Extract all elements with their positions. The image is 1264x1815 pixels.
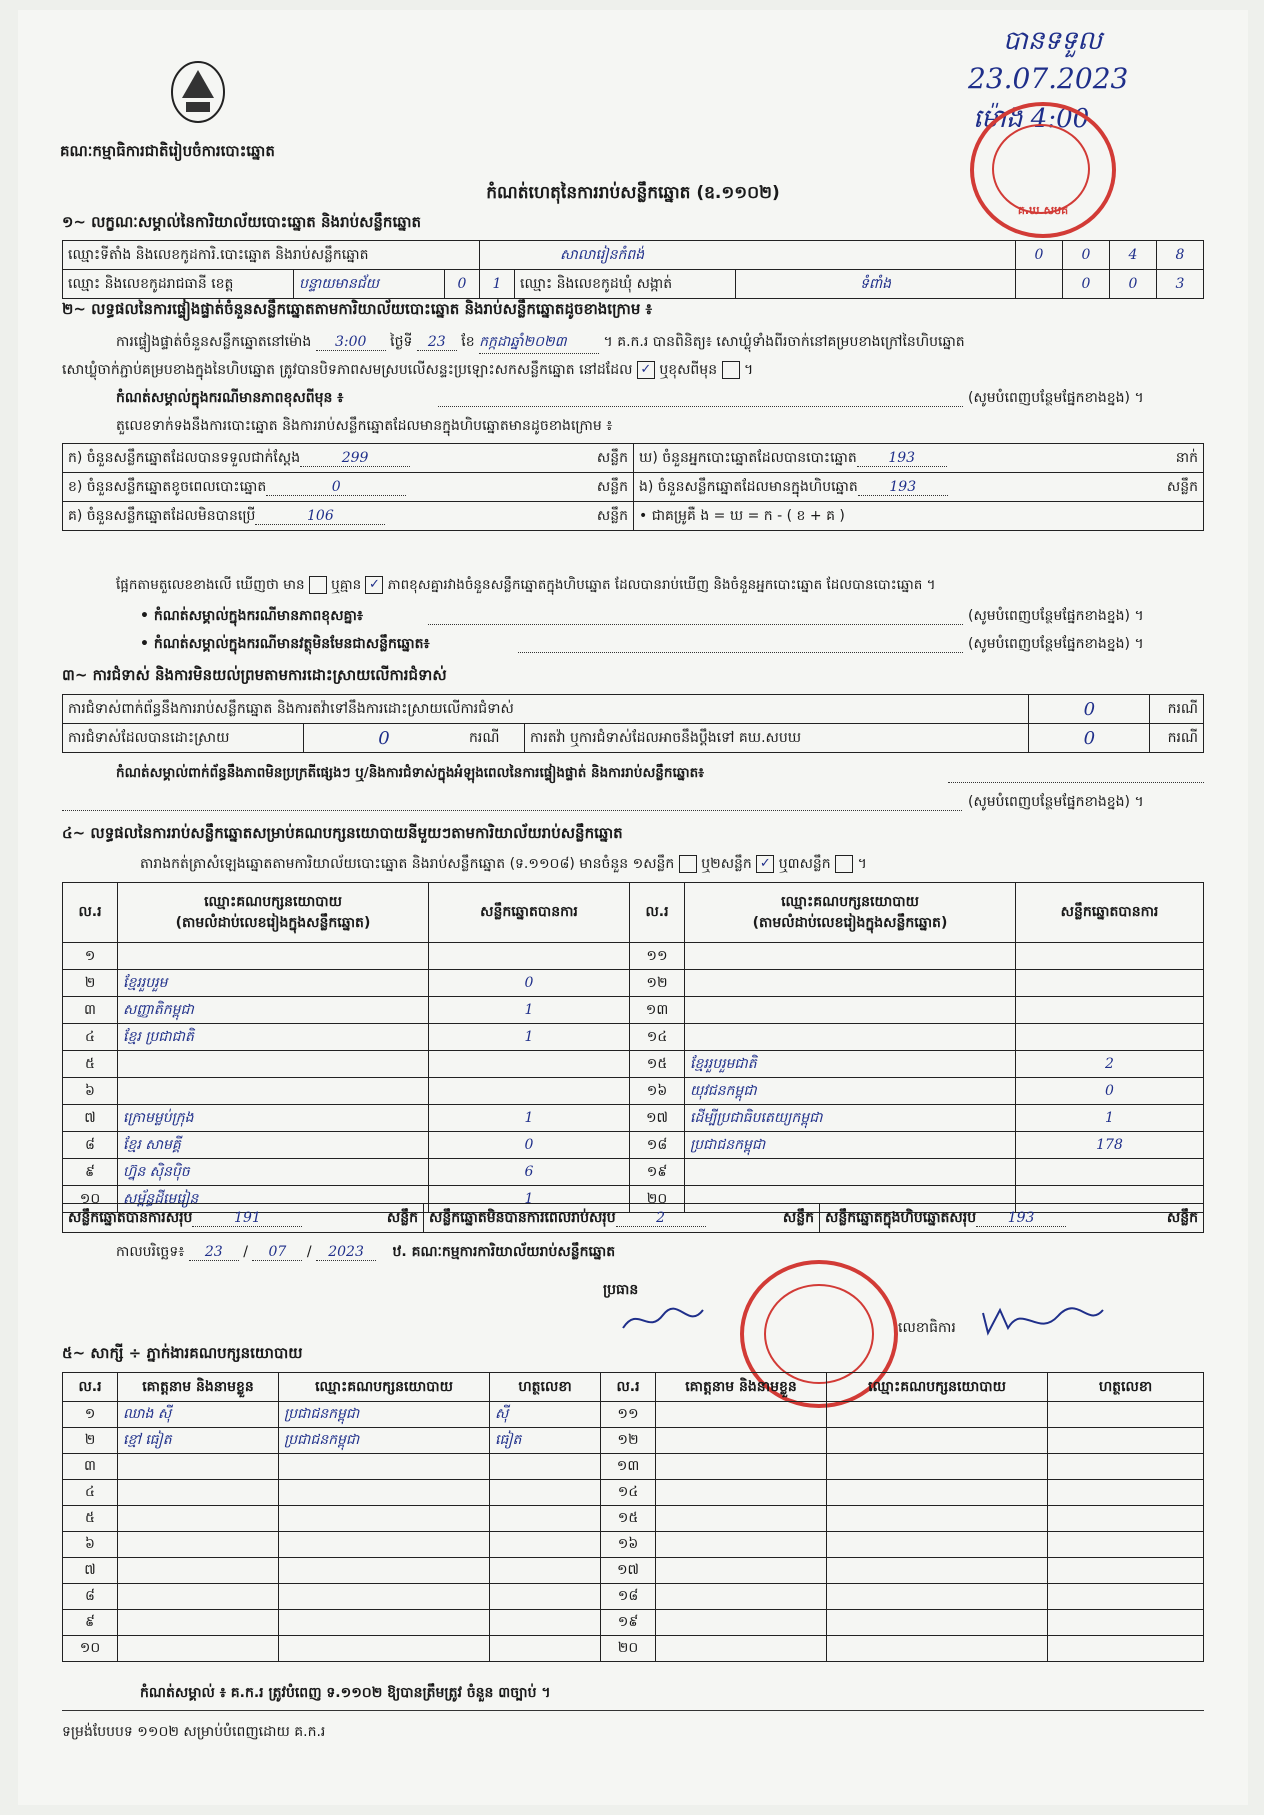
witness-signature bbox=[490, 1584, 601, 1610]
irregularity-hint: (សូមបំពេញបន្ថែមផ្នែកខាងខ្នង) ។ bbox=[968, 794, 1144, 810]
appeal-value: 0 bbox=[1029, 724, 1150, 753]
party-name bbox=[685, 1159, 1016, 1186]
party-votes bbox=[429, 1078, 630, 1105]
row-number: ៣ bbox=[63, 1454, 118, 1480]
total-valid: សន្លឹកឆ្នោតបានការសរុប 191 សន្លឹក bbox=[63, 1204, 424, 1233]
witness-signature bbox=[490, 1454, 601, 1480]
date-day: 23 bbox=[189, 1244, 239, 1261]
witness-name bbox=[118, 1558, 279, 1584]
irregularity-line-1 bbox=[948, 782, 1204, 783]
nec-emblem-icon bbox=[168, 58, 228, 128]
witness-name: ឈាង ស៊ី bbox=[118, 1402, 279, 1428]
resolved-value: 0 bbox=[304, 724, 465, 753]
row-number: ៧ bbox=[63, 1105, 118, 1132]
province-value: បន្ទាយមានជ័យ bbox=[294, 270, 445, 299]
row-number: ៥ bbox=[63, 1051, 118, 1078]
province-code-2: 1 bbox=[480, 270, 515, 299]
objections-value: 0 bbox=[1029, 695, 1150, 724]
witness-row bbox=[63, 1454, 1204, 1480]
section2-heading: ២~ លទ្ធផលនៃការផ្ទៀងផ្ទាត់ចំនួនសន្លឹកឆ្នោតតាមការិយាល័យបោះឆ្នោត និងរាប់សន្លឹកឆ្នោតដូចខាងក្រោម ៖ bbox=[62, 300, 653, 318]
committee-title: ឋ. គណៈកម្មការការិយាល័យរាប់សន្លឹកឆ្នោត bbox=[392, 1244, 616, 1260]
party-name: ខ្មែរ សាមគ្គី bbox=[118, 1132, 429, 1159]
party-votes bbox=[1016, 970, 1204, 997]
party-results-table bbox=[62, 882, 1204, 1213]
witness-name bbox=[118, 1610, 279, 1636]
party-votes: 0 bbox=[429, 1132, 630, 1159]
row-number: ១៧ bbox=[630, 1105, 685, 1132]
stamp-caption: គ.ឃ.សបគ bbox=[1017, 204, 1069, 217]
verify-line-1-tail: ។ គ.ក.រ បានពិនិត្យ៖ សោឃ្លុំទាំងពីរចាក់នៅគម្របខាងក្រៅនៃហិបឆ្នោត bbox=[603, 334, 965, 350]
verify-line-2-end: ។ bbox=[743, 362, 754, 378]
row-number: ៤ bbox=[63, 1024, 118, 1051]
secretary-label: លេខាធិការ bbox=[898, 1320, 956, 1336]
w-col-party-right: ឈ្មោះគណបក្សនយោបាយ bbox=[827, 1373, 1048, 1402]
row-number: ៥ bbox=[63, 1506, 118, 1532]
result-row bbox=[63, 1024, 1204, 1051]
row-b-label: ខ) ចំនួនសន្លឹកឆ្នោតខូចពេលបោះឆ្នោត 0 សន្លឹក bbox=[63, 473, 634, 502]
same-checkbox[interactable]: ✓ bbox=[637, 361, 655, 379]
date-label: កាលបរិច្ឆេទ៖ bbox=[116, 1244, 185, 1260]
witness-signature bbox=[1048, 1506, 1204, 1532]
witness-signature bbox=[1048, 1558, 1204, 1584]
w-col-name-right: គោត្តនាម និងនាមខ្លួន bbox=[656, 1373, 827, 1402]
date-year: 2023 bbox=[316, 1244, 376, 1261]
row-number: ១ bbox=[63, 1402, 118, 1428]
witness-party bbox=[279, 1636, 490, 1662]
witness-name bbox=[118, 1480, 279, 1506]
received-time: ម៉ោង 4:00 bbox=[973, 104, 1090, 134]
row-number: ១៦ bbox=[630, 1078, 685, 1105]
row-number: ៦ bbox=[63, 1532, 118, 1558]
verify-time-label: ការផ្ទៀងផ្ទាត់ចំនួនសន្លឹកឆ្នោតនៅម៉ោង bbox=[116, 334, 312, 350]
objections-label: ការជំទាស់ពាក់ព័ន្ធនឹងការរាប់សន្លឹកឆ្នោត និងការតវ៉ាទៅនឹងការដោះស្រាយលើការជំទាស់ bbox=[63, 695, 1029, 724]
row-c-label: គ) ចំនួនសន្លឹកឆ្នោតដែលមិនបានប្រើ 106 សន្លឹក bbox=[63, 502, 634, 531]
station-table bbox=[62, 240, 1204, 299]
party-votes bbox=[429, 1051, 630, 1078]
witness-row bbox=[63, 1506, 1204, 1532]
party-name bbox=[685, 943, 1016, 970]
witness-name bbox=[118, 1506, 279, 1532]
party-name bbox=[685, 1024, 1016, 1051]
bullet-nonballot-hint: (សូមបំពេញបន្ថែមផ្នែកខាងខ្នង) ។ bbox=[968, 636, 1144, 652]
row-number: ២ bbox=[63, 970, 118, 997]
date-line: កាលបរិច្ឆេទ៖ 23 / 07 / 2023 ឋ. គណៈកម្មការការិយាល័យរាប់សន្លឹកឆ្នោត bbox=[116, 1244, 616, 1260]
chair-label: ប្រធាន bbox=[603, 1282, 639, 1298]
different-label: ឬខុសពីមុន bbox=[659, 362, 718, 378]
col-votes-left: សន្លឹកឆ្នោតបានការ bbox=[429, 883, 630, 943]
witness-party bbox=[827, 1480, 1048, 1506]
table-intro: តួលេខទាក់ទងនឹងការបោះឆ្នោត និងការរាប់សន្លឹកឆ្នោតដែលមានក្នុងហិបឆ្នោតមានដូចខាងក្រោម ៖ bbox=[116, 418, 613, 434]
appeal-label: ការតវ៉ា ឬការជំទាស់ដែលអាចនឹងប្តឹងទៅ គឃ.សបឃ bbox=[525, 724, 1029, 753]
witness-party bbox=[827, 1584, 1048, 1610]
witness-name bbox=[118, 1584, 279, 1610]
party-votes bbox=[429, 943, 630, 970]
difference-text: ភាពខុសគ្នារវាងចំនួនសន្លឹកឆ្នោតក្នុងហិបឆ្នោត ដែលបានរាប់ឃើញ និងចំនួនអ្នកបោះឆ្នោត ដែលបានបោះឆ្នោត ។ bbox=[387, 577, 936, 593]
witness-row bbox=[63, 1532, 1204, 1558]
party-name: សម្ព័ន្ធដីមេរៀន bbox=[118, 1186, 429, 1213]
two-sheets-checkbox[interactable]: ✓ bbox=[756, 855, 774, 873]
w-col-no-right: ល.រ bbox=[601, 1373, 656, 1402]
witness-signature bbox=[1048, 1636, 1204, 1662]
form-footer: ទម្រង់បែបបទ ១១០២ សម្រាប់បំពេញដោយ គ.ក.រ bbox=[62, 1724, 326, 1740]
row-number: ១២ bbox=[630, 970, 685, 997]
party-name: ប្រជាជនកម្ពុជា bbox=[685, 1132, 1016, 1159]
witness-signature: ស៊ី bbox=[490, 1402, 601, 1428]
row-number: ១៣ bbox=[630, 997, 685, 1024]
col-no-right: ល.រ bbox=[630, 883, 685, 943]
appeal-unit: ករណី bbox=[1150, 724, 1204, 753]
station-value: សាលារៀនកំពង់ bbox=[480, 241, 1016, 270]
commune-label: ឈ្មោះ និងលេខកូដឃុំ សង្កាត់ bbox=[515, 270, 736, 299]
row-number: ១៩ bbox=[630, 1159, 685, 1186]
row-number: ២០ bbox=[601, 1636, 656, 1662]
row-number: ១៨ bbox=[630, 1132, 685, 1159]
witness-signature bbox=[490, 1636, 601, 1662]
ballot-figures-table bbox=[62, 443, 1204, 531]
commune-code-1: 0 bbox=[1063, 270, 1110, 299]
different-checkbox[interactable] bbox=[722, 361, 740, 379]
commune-code-blank bbox=[1016, 270, 1063, 299]
party-name bbox=[118, 943, 429, 970]
witness-name bbox=[118, 1454, 279, 1480]
col-no-left: ល.រ bbox=[63, 883, 118, 943]
station-code-4: 8 bbox=[1157, 241, 1204, 270]
formula: • ជាគម្រូគឺ ង = ឃ = ក - ( ខ + គ ) bbox=[634, 502, 1204, 531]
witness-name bbox=[656, 1558, 827, 1584]
party-name bbox=[118, 1051, 429, 1078]
witness-party bbox=[279, 1480, 490, 1506]
party-votes: 6 bbox=[429, 1159, 630, 1186]
section4-heading: ៤~ លទ្ធផលនៃការរាប់សន្លឹកឆ្នោតសម្រាប់គណបក្សនយោបាយនីមួយៗតាមការិយាល័យរាប់សន្លឹកឆ្នោត bbox=[62, 824, 623, 842]
verify-line-2 bbox=[62, 360, 753, 381]
result-row bbox=[63, 997, 1204, 1024]
irregularity-note: កំណត់សម្គាល់ពាក់ព័ន្ធនឹងភាពមិនប្រក្រតីផ្សេងៗ ឬ/និងការជំទាស់ក្នុងអំឡុងពេលនៃការផ្ទៀងផ្ទាត់ និងការរាប់សន្លឹកឆ្នោត៖ bbox=[116, 765, 705, 781]
party-name: យុវជនកម្ពុជា bbox=[685, 1078, 1016, 1105]
bullet-difference: • កំណត់សម្គាល់ក្នុងករណីមានភាពខុសគ្នា៖ bbox=[140, 608, 364, 624]
row-number: ១២ bbox=[601, 1428, 656, 1454]
row-number: ១៧ bbox=[601, 1558, 656, 1584]
row-number: ១៥ bbox=[601, 1506, 656, 1532]
witness-row bbox=[63, 1428, 1204, 1454]
witness-name bbox=[656, 1532, 827, 1558]
section3-heading: ៣~ ការជំទាស់ និងការមិនយល់ព្រមតាមការដោះស្រាយលើការជំទាស់ bbox=[62, 666, 447, 684]
witness-row bbox=[63, 1402, 1204, 1428]
total-in-box: សន្លឹកឆ្នោតក្នុងហិបឆ្នោតសរុប 193 សន្លឹក bbox=[820, 1204, 1204, 1233]
witness-name bbox=[656, 1584, 827, 1610]
witness-name: ខ្មៅ ធៀត bbox=[118, 1428, 279, 1454]
party-name bbox=[685, 997, 1016, 1024]
party-name: ខ្មែររួបរួមជាតិ bbox=[685, 1051, 1016, 1078]
witness-name bbox=[656, 1610, 827, 1636]
station-code-1: 0 bbox=[1016, 241, 1063, 270]
witness-row bbox=[63, 1636, 1204, 1662]
result-row bbox=[63, 943, 1204, 970]
row-number: ១១ bbox=[601, 1402, 656, 1428]
witness-name bbox=[118, 1636, 279, 1662]
party-votes: 0 bbox=[429, 970, 630, 997]
party-name bbox=[118, 1078, 429, 1105]
witness-party bbox=[279, 1558, 490, 1584]
witness-party bbox=[827, 1532, 1048, 1558]
party-name: ខ្មែរ ប្រជាជាតិ bbox=[118, 1024, 429, 1051]
witness-name bbox=[656, 1454, 827, 1480]
witness-signature bbox=[490, 1558, 601, 1584]
row-number: ១៦ bbox=[601, 1532, 656, 1558]
difference-note-hint: (សូមបំពេញបន្ថែមផ្នែកខាងខ្នង) ។ bbox=[968, 390, 1144, 406]
station-label: ឈ្មោះទីតាំង និងលេខកូដការិ.បោះឆ្នោត និងរាប់សន្លឹកឆ្នោត bbox=[63, 241, 480, 270]
irregularity-line-2 bbox=[62, 810, 962, 811]
row-number: ៦ bbox=[63, 1078, 118, 1105]
witness-party bbox=[279, 1454, 490, 1480]
party-name: ហ្វ៊ុន ស៊ិនប៉ិច bbox=[118, 1159, 429, 1186]
row-number: ៨ bbox=[63, 1584, 118, 1610]
witness-signature bbox=[1048, 1480, 1204, 1506]
witness-party bbox=[827, 1506, 1048, 1532]
party-name: ដើម្បីប្រជាធិបតេយ្យកម្ពុជា bbox=[685, 1105, 1016, 1132]
commune-code-2: 0 bbox=[1110, 270, 1157, 299]
party-votes: 1 bbox=[429, 1024, 630, 1051]
row-number: ១៥ bbox=[630, 1051, 685, 1078]
result-row bbox=[63, 1078, 1204, 1105]
document-page bbox=[18, 10, 1248, 1805]
party-name: ក្រោមម្លប់ក្រុង bbox=[118, 1105, 429, 1132]
verify-line-2-text: សោឃ្លុំចាក់ភ្ជាប់គម្របខាងក្នុងនៃហិបឆ្នោត ត្រូវបានបិទភាពសមស្របលើសន្ទះប្រឡោះសកសន្លឹកឆ្នោត នៅដដែល bbox=[62, 362, 633, 378]
has-difference-checkbox[interactable] bbox=[309, 576, 327, 594]
province-label: ឈ្មោះ និងលេខកូដរាជធានី ខេត្ត bbox=[63, 270, 294, 299]
party-name: ខ្មែររួបរួម bbox=[118, 970, 429, 997]
objections-table bbox=[62, 694, 1204, 753]
secretary-signature bbox=[978, 1298, 1108, 1348]
w-col-name-left: គោត្តនាម និងនាមខ្លួន bbox=[118, 1373, 279, 1402]
party-votes bbox=[1016, 1159, 1204, 1186]
row-number: ៣ bbox=[63, 997, 118, 1024]
witness-row bbox=[63, 1610, 1204, 1636]
party-votes: 1 bbox=[429, 1105, 630, 1132]
section5-heading: ៥~ សាក្សី ÷ ភ្នាក់ងារគណបក្សនយោបាយ bbox=[62, 1344, 303, 1362]
row-number: ១៤ bbox=[630, 1024, 685, 1051]
one-sheet-checkbox[interactable] bbox=[679, 855, 697, 873]
row-number: ៩ bbox=[63, 1159, 118, 1186]
station-code-2: 0 bbox=[1063, 241, 1110, 270]
resolved-unit: ករណី bbox=[464, 724, 525, 753]
witness-name bbox=[656, 1480, 827, 1506]
row-number: ៧ bbox=[63, 1558, 118, 1584]
footer-rule bbox=[62, 1710, 1204, 1711]
commune-code-3: 3 bbox=[1157, 270, 1204, 299]
witness-row bbox=[63, 1584, 1204, 1610]
section1-heading: ១~ លក្ខណៈសម្គាល់នៃការិយាល័យបោះឆ្នោត និងរាប់សន្លឹកឆ្នោត bbox=[62, 213, 422, 231]
witness-signature: ធៀត bbox=[490, 1428, 601, 1454]
witness-signature bbox=[490, 1610, 601, 1636]
witness-row bbox=[63, 1558, 1204, 1584]
witness-name bbox=[656, 1428, 827, 1454]
three-sheets-checkbox[interactable] bbox=[835, 855, 853, 873]
witness-signature bbox=[1048, 1402, 1204, 1428]
w-col-no-left: ល.រ bbox=[63, 1373, 118, 1402]
result-row bbox=[63, 1105, 1204, 1132]
party-votes: 2 bbox=[1016, 1051, 1204, 1078]
witness-party bbox=[827, 1402, 1048, 1428]
w-col-sign-right: ហត្ថលេខា bbox=[1048, 1373, 1204, 1402]
witness-signature bbox=[1048, 1454, 1204, 1480]
party-votes: 1 bbox=[429, 1186, 630, 1213]
bullet-difference-line bbox=[428, 624, 963, 625]
two-sheets-label: ឬ២សន្លឹក bbox=[701, 856, 752, 872]
form-title: កំណត់ហេតុនៃការរាប់សន្លឹកឆ្នោត (ឧ.១១០២) bbox=[486, 183, 780, 203]
date-month: 07 bbox=[252, 1244, 302, 1261]
bullet-nonballot: • កំណត់សម្គាល់ក្នុងករណីមានវត្ថុមិនមែនជាសន្លឹកឆ្នោត៖ bbox=[140, 636, 430, 652]
no-difference-checkbox[interactable]: ✓ bbox=[365, 576, 383, 594]
col-votes-right: សន្លឹកឆ្នោតបានការ bbox=[1016, 883, 1204, 943]
w-col-sign-left: ហត្ថលេខា bbox=[490, 1373, 601, 1402]
three-sheets-label: ឬ៣សន្លឹក bbox=[778, 856, 831, 872]
witness-name bbox=[656, 1402, 827, 1428]
party-votes: 1 bbox=[1016, 1105, 1204, 1132]
row-number: ១០ bbox=[63, 1636, 118, 1662]
row-number: ២០ bbox=[630, 1186, 685, 1213]
official-stamp-top bbox=[970, 102, 1116, 238]
party-votes: 0 bbox=[1016, 1078, 1204, 1105]
party-votes bbox=[1016, 1024, 1204, 1051]
party-name bbox=[685, 970, 1016, 997]
row-number: ១៨ bbox=[601, 1584, 656, 1610]
row-number: ១៤ bbox=[601, 1480, 656, 1506]
no-diff-label: ឬគ្មាន bbox=[331, 577, 362, 593]
verify-month-label: ខែ bbox=[461, 334, 475, 350]
province-code-1: 0 bbox=[445, 270, 480, 299]
bullet-difference-hint: (សូមបំពេញបន្ថែមផ្នែកខាងខ្នង) ។ bbox=[968, 608, 1144, 624]
witness-signature bbox=[1048, 1584, 1204, 1610]
witness-party bbox=[827, 1636, 1048, 1662]
witness-party bbox=[279, 1584, 490, 1610]
witness-party bbox=[279, 1532, 490, 1558]
row-number: ១៩ bbox=[601, 1610, 656, 1636]
witness-party: ប្រជាជនកម្ពុជា bbox=[279, 1402, 490, 1428]
verify-time: 3:00 bbox=[316, 334, 386, 351]
col-party-right: ឈ្មោះគណបក្សនយោបាយ (តាមលំដាប់លេខរៀងក្នុងសន្លឹកឆ្នោត) bbox=[685, 883, 1016, 943]
col-party-left: ឈ្មោះគណបក្សនយោបាយ (តាមលំដាប់លេខរៀងក្នុងសន្លឹកឆ្នោត) bbox=[118, 883, 429, 943]
station-code-3: 4 bbox=[1110, 241, 1157, 270]
row-number: ១០ bbox=[63, 1186, 118, 1213]
row-number: ៩ bbox=[63, 1610, 118, 1636]
tally-sheets-end: ។ bbox=[857, 856, 867, 872]
chair-signature bbox=[618, 1300, 708, 1340]
difference-note-label: កំណត់សម្គាល់ក្នុងករណីមានភាពខុសពីមុន ៖ bbox=[116, 390, 344, 406]
witness-signature bbox=[1048, 1610, 1204, 1636]
bullet-nonballot-line bbox=[518, 652, 963, 653]
row-number: ១ bbox=[63, 943, 118, 970]
result-row bbox=[63, 1051, 1204, 1078]
party-votes bbox=[1016, 997, 1204, 1024]
row-d-label: ឃ) ចំនួនអ្នកបោះឆ្នោតដែលបានបោះឆ្នោត 193 នាក់ bbox=[634, 444, 1204, 473]
totals-table bbox=[62, 1203, 1204, 1233]
verify-day: 23 bbox=[417, 334, 457, 351]
witness-signature bbox=[490, 1480, 601, 1506]
row-a-label: ក) ចំនួនសន្លឹកឆ្នោតដែលបានទទួលជាក់ស្តែង 299 សន្លឹក bbox=[63, 444, 634, 473]
tally-sheets-text: តារាងកត់ត្រាសំឡេងឆ្នោតតាមការិយាល័យបោះឆ្នោត និងរាប់សន្លឹកឆ្នោត (ទ.១១០៨) មានចំនួន ១សន្លឹក bbox=[140, 856, 675, 872]
has-diff-label: ផ្អែកតាមតួលេខខាងលើ ឃើញថា មាន bbox=[116, 577, 305, 593]
row-e-label: ង) ចំនួនសន្លឹកឆ្នោតដែលមានក្នុងហិបឆ្នោត 193 សន្លឹក bbox=[634, 473, 1204, 502]
witness-row bbox=[63, 1480, 1204, 1506]
witness-signature bbox=[1048, 1428, 1204, 1454]
party-votes: 1 bbox=[429, 997, 630, 1024]
row-number: ៤ bbox=[63, 1480, 118, 1506]
w-col-party-left: ឈ្មោះគណបក្សនយោបាយ bbox=[279, 1373, 490, 1402]
witness-table bbox=[62, 1372, 1204, 1662]
result-row bbox=[63, 970, 1204, 997]
party-votes bbox=[1016, 943, 1204, 970]
row-number: ១១ bbox=[630, 943, 685, 970]
org-name: គណៈកម្មាធិការជាតិរៀបចំការបោះឆ្នោត bbox=[60, 142, 275, 160]
verify-month: កក្កដាឆ្នាំ២០២៣ bbox=[479, 332, 599, 354]
witness-name bbox=[656, 1506, 827, 1532]
witness-party bbox=[827, 1454, 1048, 1480]
received-date: 23.07.2023 bbox=[968, 62, 1129, 95]
witness-party: ប្រជាជនកម្ពុជា bbox=[279, 1428, 490, 1454]
total-invalid: សន្លឹកឆ្នោតមិនបានការពេលរាប់សរុប 2 សន្លឹក bbox=[424, 1204, 820, 1233]
result-row bbox=[63, 1159, 1204, 1186]
witness-name bbox=[118, 1532, 279, 1558]
tally-sheets-line bbox=[140, 854, 867, 875]
witness-signature bbox=[490, 1506, 601, 1532]
result-row bbox=[63, 1132, 1204, 1159]
row-number: ១៣ bbox=[601, 1454, 656, 1480]
difference-note-line bbox=[438, 406, 963, 407]
witness-party bbox=[827, 1558, 1048, 1584]
witness-signature bbox=[490, 1532, 601, 1558]
difference-line bbox=[116, 576, 936, 596]
witness-party bbox=[827, 1428, 1048, 1454]
party-votes: 178 bbox=[1016, 1132, 1204, 1159]
witness-party bbox=[279, 1610, 490, 1636]
witness-signature bbox=[1048, 1532, 1204, 1558]
objections-unit: ករណី bbox=[1150, 695, 1204, 724]
verify-line-1 bbox=[116, 332, 965, 354]
party-name: សញ្ញាតិកម្ពុជា bbox=[118, 997, 429, 1024]
row-number: ២ bbox=[63, 1428, 118, 1454]
footnote: កំណត់សម្គាល់ ៖ គ.ក.រ ត្រូវបំពេញ ទ.១១០២ ឱ្យបានត្រឹមត្រូវ ចំនួន ៣ច្បាប់ ។ bbox=[140, 1685, 551, 1701]
witness-party bbox=[279, 1506, 490, 1532]
resolved-label: ការជំទាស់ដែលបានដោះស្រាយ bbox=[63, 724, 304, 753]
witness-name bbox=[656, 1636, 827, 1662]
verify-day-label: ថ្ងៃទី bbox=[390, 334, 413, 350]
commune-value: ទំពាំង bbox=[736, 270, 1016, 299]
received-note: បានទទួល bbox=[1003, 26, 1103, 56]
witness-party bbox=[827, 1610, 1048, 1636]
row-number: ៨ bbox=[63, 1132, 118, 1159]
